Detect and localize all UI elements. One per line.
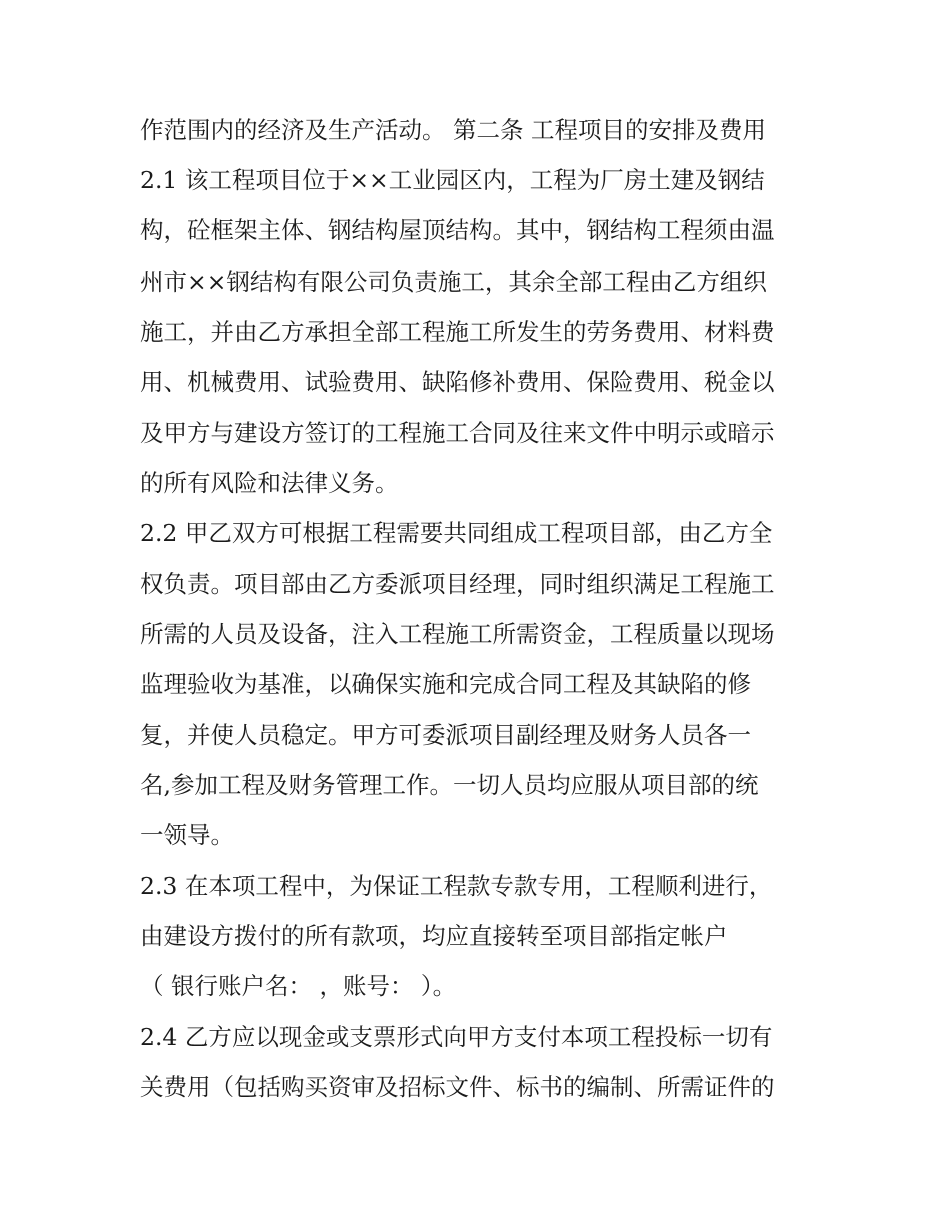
text-line: 构，砼框架主体、钢结构屋顶结构。其中，钢结构工程须由温 [140,216,775,244]
text-line: 及甲方与建设方签订的工程施工合同及往来文件中明示或暗示 [140,419,775,447]
text-line: 2.3 在本项工程中，为保证工程款专款专用，工程顺利进行， [140,872,773,900]
text-line: 2.4 乙方应以现金或支票形式向甲方支付本项工程投标一切有 [140,1023,773,1051]
text-line: 关费用（包括购买资审及招标文件、标书的编制、所需证件的 [140,1073,775,1101]
text-line: 用、机械费用、试验费用、缺陷修补费用、保险费用、税金以 [140,368,775,396]
text-line: 2.2 甲乙双方可根据工程需要共同组成工程项目部，由乙方全 [140,519,773,547]
text-line: 的所有风险和法律义务。 [140,469,399,497]
text-line: 2.1 该工程项目位于××工业园区内，工程为厂房土建及钢结 [140,166,765,194]
text-line: 作范围内的经济及生产活动。 第二条 工程项目的安排及费用 [140,116,766,144]
text-line: 由建设方拨付的所有款项，均应直接转至项目部指定帐户 [140,922,728,950]
text-line: 复，并使人员稳定。甲方可委派项目副经理及财务人员各一 [140,721,751,749]
text-line: 名,参加工程及财务管理工作。一切人员均应服从项目部的统 [140,771,759,799]
text-line: 州市××钢结构有限公司负责施工，其余全部工程由乙方组织 [140,268,767,296]
text-line: 所需的人员及设备，注入工程施工所需资金，工程质量以现场 [140,620,775,648]
text-line: 监理验收为基准，以确保实施和完成合同工程及其缺陷的修 [140,670,751,698]
text-line: 一领导。 [140,821,234,849]
text-line: （ 银行账户名： ，账号： ）。 [140,972,457,1000]
text-line: 权负责。项目部由乙方委派项目经理，同时组织满足工程施工 [140,570,775,598]
text-line: 施工，并由乙方承担全部工程施工所发生的劳务费用、材料费 [140,318,775,346]
